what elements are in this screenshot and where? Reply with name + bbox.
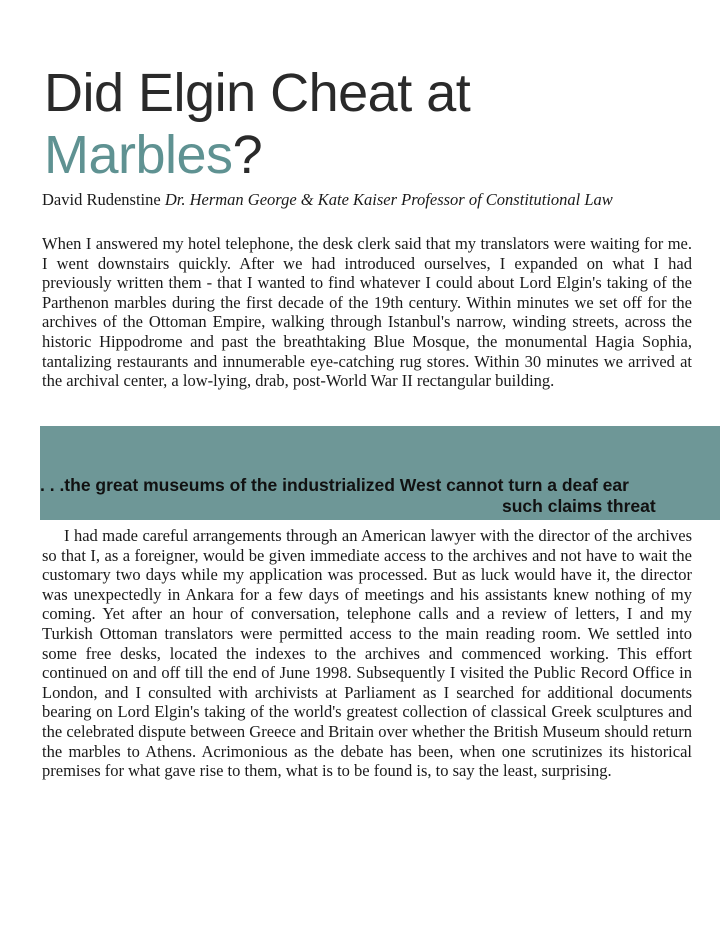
pull-quote [40,475,699,517]
pull-quote-line-2: such claims threat [502,496,656,516]
article-title [44,62,470,186]
author-role: Dr. Herman George & Kate Kaiser Professor of Constitutional Law [164,190,613,209]
byline [42,190,682,210]
paragraph-2: I had made careful arrangements through an American lawyer with the director of the archives so that I, as a foreigner, would be given immediate access to the archives and not have to wait the customary two days while my application was processed. But as luck would have it, the director was unexpectedly in Ankara for a few days of meetings and his assistants knew nothing of my coming. Yet after an hour of conversation, telephone calls and a review of letters, I and my Turkish Ottoman translators were permitted access to the main reading room. We settled into some free desks, located the indexes to the archives and commenced working. This effort continued on and off till the end of June 1998. Subsequently I visited the Public Record Office in London, and I consulted with archivists at Parliament as I searched for additional documents bearing on Lord Elgin's taking of the world's greatest collection of classical Greek sculptures and the celebrated dispute between Greece and Britain over whether the British Museum should return the marbles to Athens. Acrimonious as the debate has been, when one scrutinizes its historical premises for what gave rise to them, what is to be found is, to say the least, surprising. [42,526,692,781]
title-accent: Marbles [44,125,233,185]
author-name: David Rudenstine [42,190,161,209]
title-main: Did Elgin Cheat at [44,63,471,123]
paragraph-1: When I answered my hotel telephone, the desk clerk said that my translators were waiting for me. I went downstairs quickly. After we had introduced ourselves, I expanded on what I had previously written them - that I wanted to find whatever I could about Lord Elgin's taking of the Parthenon marbles during the first decade of the 19th century. Within minutes we set off for the archives of the Ottoman Empire, walking through Istanbul's narrow, winding streets, across the historic Hippodrome and past the breathtaking Blue Mosque, the monumental Hagia Sophia, tantalizing restaurants and innumerable eye-catching rug stores. Within 30 minutes we arrived at the archival center, a low-lying, drab, post-World War II rectangular building. [42,234,692,391]
pull-quote-line-1: . . .the great museums of the industrialized West cannot turn a deaf ear [40,475,629,495]
title-end: ? [232,125,263,185]
pull-quote-band [40,426,720,520]
